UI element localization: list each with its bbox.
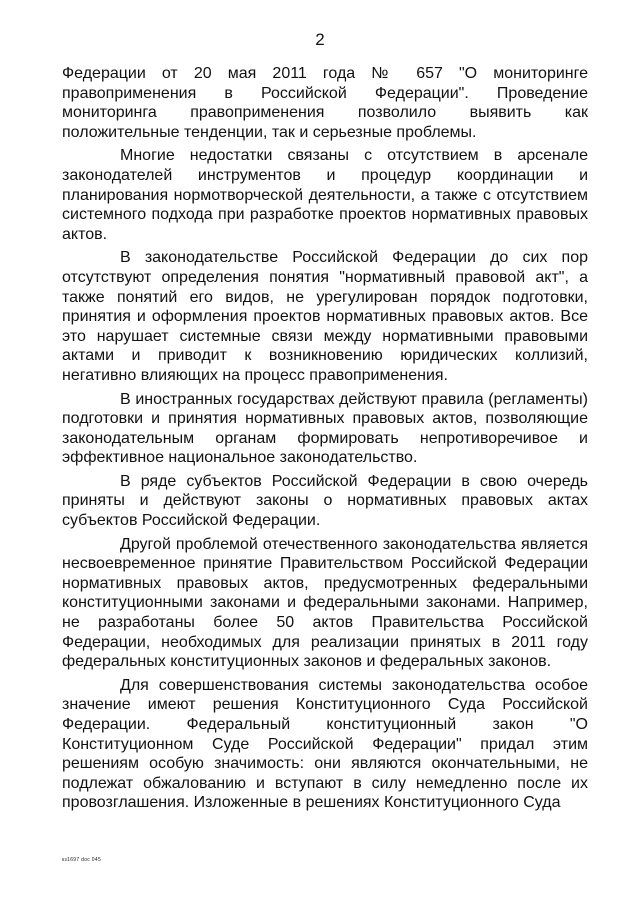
page-number: 2 [315,30,325,49]
paragraph: В законодательстве Российской Федерации до сих пор отсутствуют определения понятия "нормативный правовой акт", а также понятий его видов, не урегулирован порядок подготовки, принятия и оформления проектов нормативных правовых актов. Все это нарушает системные связи между нормативными правовыми актами и приводит к возникновению юридических коллизий, негативно влияющих на процесс правоприменения. [62,249,588,384]
paragraph: Для совершенствования системы законодательства особое значение имеют решения Конституционного Суда Российской Федерации. Федеральный конституционный закон "О Конституционном Суде Российской Федерации" придал этим решениям особую значимость: они являются окончательными, не подлежат обжалованию и вступают в силу немедленно после их провозглашения. Изложенные в решениях Конституционного Суда [62,676,588,812]
paragraph: Многие недостатки связаны с отсутствием в арсенале законодателей инструментов и процедур координации и планирования нормотворческой деятельности, а также с отсутствием системного подхода при разработке проектов нормативных правовых актов. [62,147,588,243]
document-code: кз1697 doc 045 [62,857,102,863]
paragraph-continuation: Федерации от 20 мая 2011 года № 657 "О мониторинге правоприменения в Российской Федерации". Проведение мониторинга правоприменения позволило выявить как положительные тенденции, так и серьезные проблемы. [62,65,588,141]
paragraph: В иностранных государствах действуют правила (регламенты) подготовки и принятия нормативных правовых актов, позволяющие законодательным органам формировать непротиворечивое и эффективное национальное законодательство. [62,390,588,467]
document-body [62,64,588,817]
paragraph: Другой проблемой отечественного законодательства является несвоевременное принятие Правительством Российской Федерации нормативных правовых актов, предусмотренных федеральными конституционными законами и федеральными законами. Например, не разработаны более 50 актов Правительства Российской Федерации, необходимых для реализации принятых в 2011 году федеральных конституционных законов и федеральных законов. [62,535,588,671]
paragraph: В ряде субъектов Российской Федерации в свою очередь приняты и действуют законы о нормативных правовых актах субъектов Российской Федерации. [62,472,588,530]
